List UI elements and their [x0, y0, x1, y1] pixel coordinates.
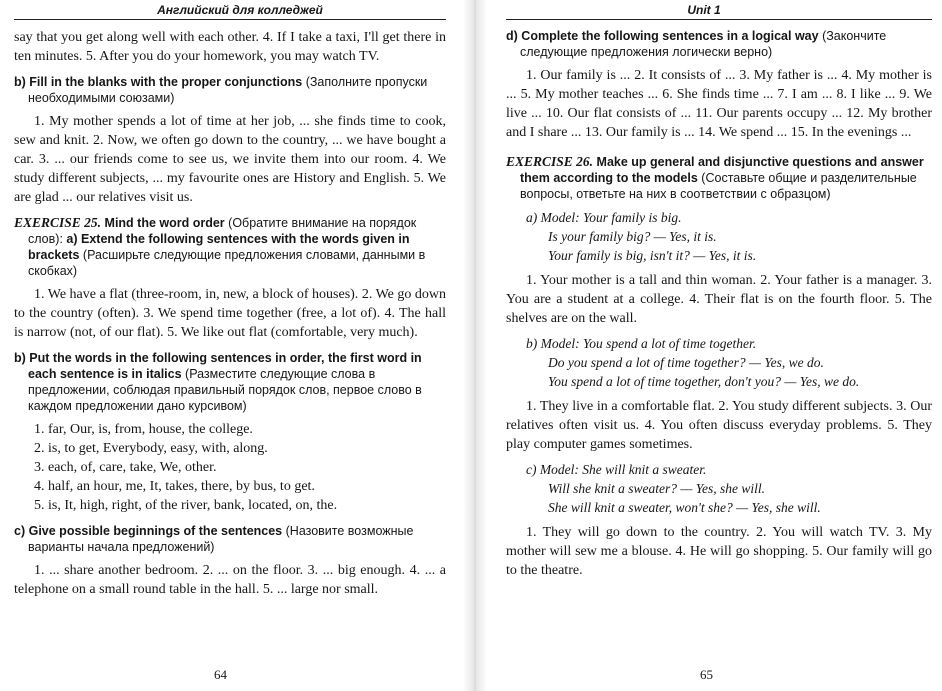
exercise-26-c-text: 1. They will go down to the country. 2. You will watch TV. 3. My mother will sew me a blouse. 4. He will go shopping. 5. Our family will go to the theatre. [506, 525, 932, 578]
section-b-conjunctions [14, 74, 446, 207]
section-d-heading: d) Complete the following sentences in a logical way (Закончите следующие предложения логически верно) [506, 29, 887, 59]
list-item: 2. is, to get, Everybody, easy, with, along. [34, 441, 268, 456]
section-d-complete [506, 28, 932, 142]
exercise-26-heading: EXERCISE 26. Make up general and disjunctive questions and answer them according to the models (Составьте общие и разделительные вопросы, ответьте на них в соответствии с образцом) [506, 154, 924, 201]
running-header-right: Unit 1 [506, 0, 932, 20]
section-b-heading: b) Fill in the blanks with the proper conjunctions (Заполните пропуски необходимыми союзами) [14, 75, 428, 105]
right-page [494, 0, 936, 691]
book-gutter [463, 0, 487, 691]
section-c-text: 1. ... share another bedroom. 2. ... on the floor. 3. ... big enough. 4. ... a telephone on a small round table in the hall. 5. ... large nor small. [14, 563, 446, 597]
exercise-26-b-text: 1. They live in a comfortable flat. 2. You study different subjects. 3. Our relatives often visit us. 4. You often discuss everyday problems. 5. They play computer games sometimes. [506, 399, 932, 452]
section-b-text: 1. My mother spends a lot of time at her job, ... she finds time to cook, sew and knit. 2. Now, we often go down to the country, ... we have bought a car. 3. ... our friends come to see us, we invite them into our room. 4. We study different subjects, ... my favourite ones are History and English. 5. We are glad ... our relatives visit us. [14, 114, 446, 205]
left-page [0, 0, 456, 691]
list-item: 3. each, of, care, take, We, other. [34, 460, 217, 475]
section-b2-heading: b) Put the words in the following sentences in order, the first word in each sentence is in italics (Разместите следующие слова в предложении, соблюдая правильный порядок слов, первое слово в каждом предложении дано курсивом) [14, 351, 422, 413]
exercise-26 [506, 154, 932, 580]
section-c-beginnings [14, 523, 446, 599]
page-number-right: 65 [700, 667, 713, 682]
section-d-text: 1. Our family is ... 2. It consists of ... 3. My father is ... 4. My mother is ... 5. My mother teaches ... 6. She finds time ... 7. I am ... 8. I like ... 9. We live ... 10. Our flat consists of ... 11. Our parents occupy ... 12. My brother and I share ... 13. Our family is ... 14. We spend ... 15. In the evenings ... [506, 68, 932, 140]
section-b-word-order [14, 350, 446, 515]
model-b: b) Model: You spend a lot of time together. Do you spend a lot of time together? — Yes, we do. You spend a lot of time together, don't you? — Yes, we do. [526, 336, 860, 389]
model-c: c) Model: She will knit a sweater. Will she knit a sweater? — Yes, she will. She will knit a sweater, won't she? — Yes, she will. [526, 462, 821, 515]
exercise-25-heading: EXERCISE 25. Mind the word order (Обратите внимание на порядок слов): a) Extend the following sentences with the words given in brackets (Расширьте следующие предложения словами, данными в скобках) [14, 215, 426, 278]
list-item: 5. is, It, high, right, of the river, bank, located, on, the. [34, 498, 338, 513]
exercise-25 [14, 215, 446, 342]
exercise-26-a-text: 1. Your mother is a tall and thin woman. 2. Your father is a manager. 3. You are a student at a college. 4. Their flat is on the fourth floor. 5. The shelves are on the wall. [506, 273, 932, 326]
page-number-left: 64 [214, 667, 227, 682]
exercise-25-a-text: 1. We have a flat (three-room, in, new, a block of houses). 2. We go down to the country (often). 3. We spend time together (free, a lot of). 4. The hall is narrow (not, of our flat). 5. We like out flat (comfortable, very much). [14, 287, 446, 340]
running-header-left: Английский для колледжей [14, 0, 446, 20]
list-item: 4. half, an hour, me, It, takes, there, by bus, to get. [34, 479, 315, 494]
model-a: a) Model: Your family is big. Is your family big? — Yes, it is. Your family is big, isn't it? — Yes, it is. [526, 210, 757, 263]
list-item: 1. far, Our, is, from, house, the college. [34, 422, 253, 437]
continuation-paragraph: say that you get along well with each other. 4. If I take a taxi, I'll get there in ten minutes. 5. After you do your homework, you may watch TV. [14, 30, 446, 64]
section-c-heading: c) Give possible beginnings of the sentences (Назовите возможные варианты начала предложений) [14, 524, 414, 554]
